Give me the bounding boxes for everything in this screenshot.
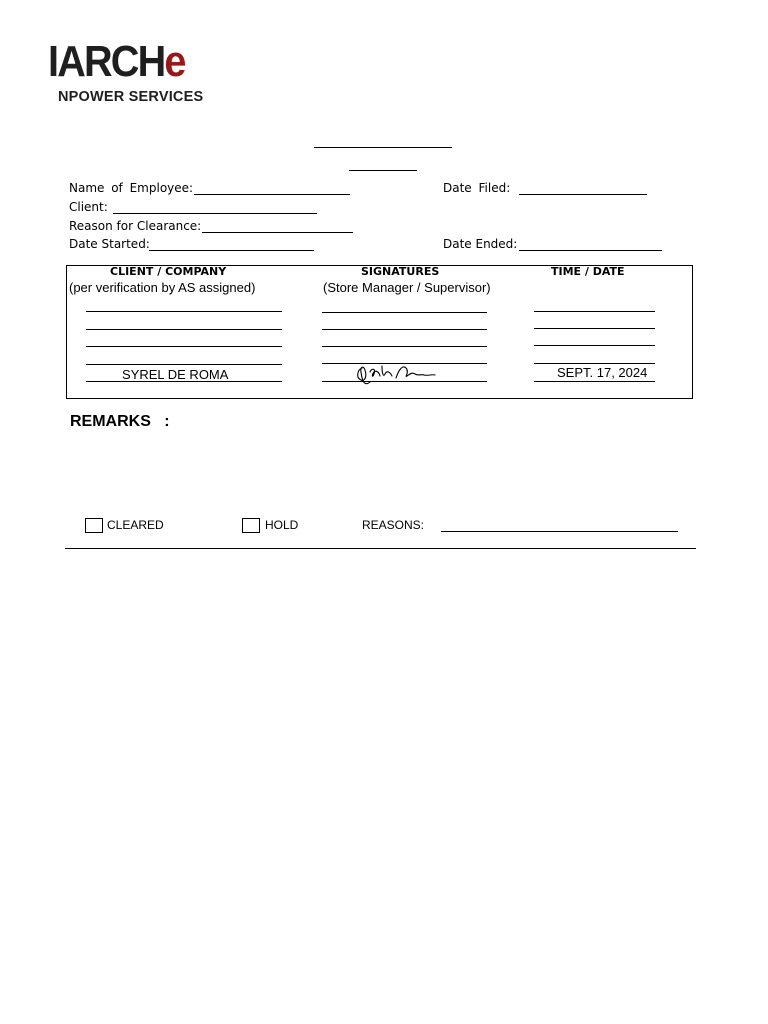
reason-label: Reason for Clearance: <box>69 219 202 233</box>
date-ended-label: Date Ended: <box>443 237 518 251</box>
title-underline <box>314 147 452 148</box>
signatures-subheader: (Store Manager / Supervisor) <box>323 280 491 295</box>
time-date-row-line[interactable] <box>534 311 655 312</box>
client-entry-name: SYREL DE ROMA <box>122 367 229 382</box>
client-company-header: CLIENT / COMPANY <box>110 265 227 278</box>
reasons-label: REASONS: <box>362 518 425 532</box>
employee-name-label: Name of Employee: <box>69 181 194 195</box>
date-started-field[interactable] <box>149 250 314 251</box>
client-label: Client: <box>69 200 108 214</box>
signature-row-line[interactable] <box>322 312 487 313</box>
time-date-row-line[interactable] <box>534 328 655 329</box>
hold-label: HOLD <box>265 518 299 532</box>
reason-field[interactable] <box>202 232 353 233</box>
subtitle-underline <box>349 170 417 171</box>
logo-subtitle: NPOWER SERVICES <box>58 89 204 105</box>
client-row-line[interactable] <box>86 329 282 330</box>
company-logo <box>48 30 263 110</box>
client-row-line[interactable] <box>86 346 282 347</box>
reasons-field[interactable] <box>441 531 678 532</box>
time-date-row-line[interactable] <box>534 363 655 364</box>
time-date-header: TIME / DATE <box>551 265 625 278</box>
logo-wordmark-accent: e <box>164 37 185 86</box>
time-date-row-line[interactable] <box>534 345 655 346</box>
client-company-subheader: (per verification by AS assigned) <box>69 280 256 295</box>
logo-wordmark <box>48 37 185 86</box>
employee-name-field[interactable] <box>194 194 350 195</box>
client-row-line[interactable] <box>86 364 282 365</box>
signatures-header: SIGNATURES <box>361 265 440 278</box>
logo-wordmark-text: IARCH <box>48 37 165 86</box>
time-date-row-line[interactable] <box>534 381 655 382</box>
signature-row-line[interactable] <box>322 329 487 330</box>
hold-checkbox[interactable] <box>242 518 260 533</box>
date-filed-label: Date Filed: <box>443 181 511 195</box>
time-date-entry: SEPT. 17, 2024 <box>557 365 648 380</box>
cleared-checkbox[interactable] <box>85 518 103 533</box>
client-row-line[interactable] <box>86 311 282 312</box>
client-field[interactable] <box>113 213 317 214</box>
handwritten-signature <box>352 360 438 390</box>
cleared-label: CLEARED <box>107 518 164 532</box>
signature-row-line[interactable] <box>322 346 487 347</box>
date-ended-field[interactable] <box>519 250 662 251</box>
date-filed-field[interactable] <box>519 194 647 195</box>
remarks-label: REMARKS : <box>70 413 170 430</box>
date-started-label: Date Started: <box>69 237 150 251</box>
section-divider <box>65 548 696 549</box>
